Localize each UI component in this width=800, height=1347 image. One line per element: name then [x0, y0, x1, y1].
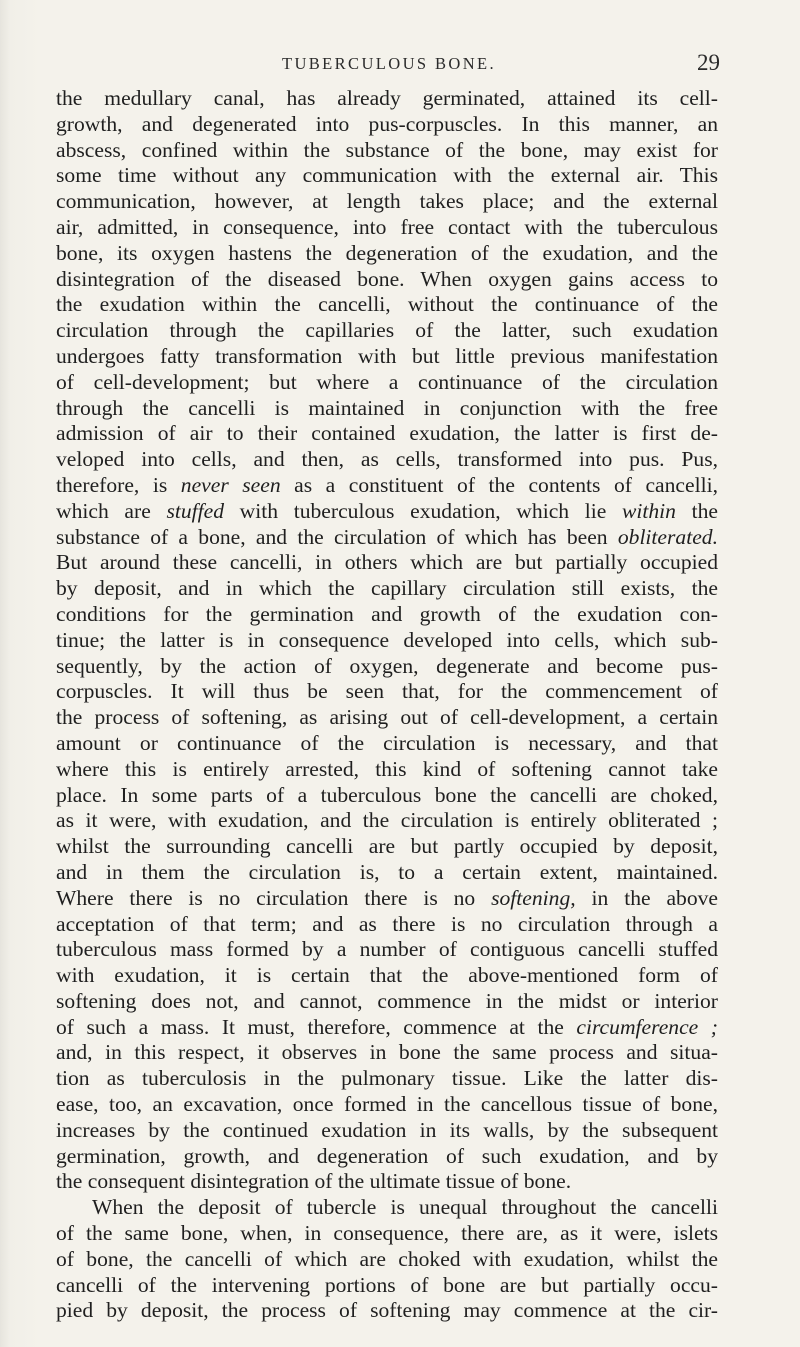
text-run: of bone, the cancelli of which are choked with exudation, whilst the	[56, 1246, 718, 1271]
text-run: bone, its oxygen hastens the degeneration of the exudation, and the	[56, 240, 718, 265]
text-run: the exudation within the cancelli, without the continuance of the	[56, 292, 718, 317]
text-run: substance of a bone, and the circulation of which has been	[56, 524, 618, 549]
text-run: with tuberculous exudation, which lie	[224, 498, 622, 523]
text-line	[56, 370, 718, 396]
text-run: When the deposit of tubercle is unequal throughout the cancelli	[92, 1195, 718, 1220]
page-header	[58, 50, 720, 80]
italic-text: within	[621, 498, 676, 523]
text-line	[56, 1092, 718, 1118]
text-line	[56, 860, 718, 886]
text-run: as a constituent of the contents of cancelli,	[280, 472, 718, 497]
text-line	[56, 1221, 718, 1247]
text-run: increases by the continued exudation in its walls, by the subsequent	[56, 1117, 718, 1142]
text-line	[56, 499, 718, 525]
text-line	[56, 138, 718, 164]
text-run: pied by deposit, the process of softening may commence at the cir-	[56, 1298, 718, 1323]
text-line	[56, 679, 718, 705]
text-run: in the above	[575, 885, 718, 910]
text-run: Where there is no circulation there is no	[56, 885, 492, 910]
text-line	[56, 267, 718, 293]
text-line	[56, 241, 718, 267]
text-line	[56, 86, 718, 112]
text-line	[56, 1118, 718, 1144]
text-line	[56, 318, 718, 344]
text-run: veloped into cells, and then, as cells, transformed into pus. Pus,	[56, 447, 718, 472]
italic-text: never seen	[180, 472, 281, 497]
text-run: and in them the circulation is, to a certain extent, maintained.	[56, 859, 718, 884]
text-line	[56, 731, 718, 757]
text-line	[56, 834, 718, 860]
running-head: TUBERCULOUS BONE.	[281, 54, 497, 73]
text-line	[56, 783, 718, 809]
body-text	[56, 86, 718, 1324]
text-run: of such a mass. It must, therefore, commence at the	[56, 1014, 577, 1039]
text-run: ease, too, an excavation, once formed in the cancellous tissue of bone,	[56, 1092, 718, 1117]
text-run: disintegration of the diseased bone. When oxygen gains access to	[56, 266, 718, 291]
text-run: the	[675, 498, 718, 523]
text-line	[56, 1298, 718, 1324]
text-line	[56, 1247, 718, 1273]
text-run: as it were, with exudation, and the circulation is entirely obliterated ;	[56, 808, 718, 833]
text-line	[56, 344, 718, 370]
text-run: tuberculous mass formed by a number of contiguous cancelli stuffed	[56, 937, 718, 962]
text-run: amount or continuance of the circulation is necessary, and that	[56, 730, 718, 755]
text-run: acceptation of that term; and as there is no circulation through a	[56, 911, 718, 936]
text-line	[56, 525, 718, 551]
text-run: growth, and degenerated into pus-corpuscles. In this manner, an	[56, 111, 718, 136]
text-line	[56, 989, 718, 1015]
text-line	[56, 576, 718, 602]
text-line	[56, 473, 718, 499]
text-line	[56, 912, 718, 938]
italic-text: obliterated.	[617, 524, 718, 549]
text-run: admission of air to their contained exudation, the latter is first de-	[56, 421, 718, 446]
italic-text: stuffed	[166, 498, 225, 523]
text-line	[56, 628, 718, 654]
text-run: tion as tuberculosis in the pulmonary tissue. Like the latter dis-	[56, 1066, 718, 1091]
text-line	[56, 808, 718, 834]
text-line	[56, 112, 718, 138]
text-line	[56, 1066, 718, 1092]
text-run: germination, growth, and degeneration of such exudation, and by	[56, 1143, 718, 1168]
text-line	[56, 1015, 718, 1041]
text-line	[56, 886, 718, 912]
text-run: the consequent disintegration of the ultimate tissue of bone.	[56, 1169, 572, 1194]
text-run: of the same bone, when, in consequence, there are, as it were, islets	[56, 1221, 718, 1246]
text-run: conditions for the germination and growth of the exudation con-	[56, 601, 718, 626]
text-run: undergoes fatty transformation with but little previous manifestation	[56, 343, 718, 368]
text-run: communication, however, at length takes place; and the external	[56, 189, 718, 214]
text-run: sequently, by the action of oxygen, degenerate and become pus-	[56, 653, 718, 678]
text-run: But around these cancelli, in others which are but partially occupied	[56, 550, 718, 575]
text-run: corpuscles. It will thus be seen that, for the commencement of	[56, 679, 718, 704]
text-line	[56, 421, 718, 447]
text-line	[56, 602, 718, 628]
text-line	[56, 447, 718, 473]
text-line	[56, 163, 718, 189]
text-line	[56, 396, 718, 422]
text-line	[56, 215, 718, 241]
text-line	[56, 1040, 718, 1066]
text-run: through the cancelli is maintained in conjunction with the free	[56, 395, 718, 420]
text-run: and, in this respect, it observes in bone the same process and situa-	[56, 1040, 718, 1065]
text-line	[56, 189, 718, 215]
text-line	[56, 292, 718, 318]
text-run: the medullary canal, has already germinated, attained its cell-	[56, 86, 718, 110]
italic-text: softening,	[491, 885, 576, 910]
text-run: some time without any communication with the external air. This	[56, 163, 718, 188]
text-run: with exudation, it is certain that the above-mentioned form of	[56, 963, 718, 988]
italic-text: circumference ;	[576, 1014, 718, 1039]
text-line	[56, 1169, 718, 1195]
text-run: where this is entirely arrested, this kind of softening cannot take	[56, 756, 718, 781]
text-run: the process of softening, as arising out of cell-development, a certain	[56, 705, 718, 730]
text-run: therefore, is	[56, 472, 181, 497]
text-line	[56, 937, 718, 963]
text-run: whilst the surrounding cancelli are but partly occupied by deposit,	[56, 834, 718, 859]
text-run: of cell-development; but where a continuance of the circulation	[56, 369, 718, 394]
text-run: which are	[56, 498, 167, 523]
text-line	[56, 550, 718, 576]
text-line	[56, 757, 718, 783]
text-run: softening does not, and cannot, commence in the midst or interior	[56, 988, 718, 1013]
page-number: 29	[697, 50, 720, 75]
text-line	[56, 1195, 718, 1221]
text-run: tinue; the latter is in consequence developed into cells, which sub-	[56, 627, 718, 652]
text-run: circulation through the capillaries of the latter, such exudation	[56, 318, 718, 343]
text-line	[56, 705, 718, 731]
text-line	[56, 1273, 718, 1299]
text-line	[56, 654, 718, 680]
text-run: air, admitted, in consequence, into free contact with the tuberculous	[56, 214, 718, 239]
text-run: place. In some parts of a tuberculous bone the cancelli are choked,	[56, 782, 718, 807]
text-run: abscess, confined within the substance of the bone, may exist for	[56, 137, 718, 162]
text-line	[56, 1144, 718, 1170]
text-run: cancelli of the intervening portions of bone are but partially occu-	[56, 1272, 718, 1297]
text-run: by deposit, and in which the capillary circulation still exists, the	[56, 576, 718, 601]
text-line	[56, 963, 718, 989]
